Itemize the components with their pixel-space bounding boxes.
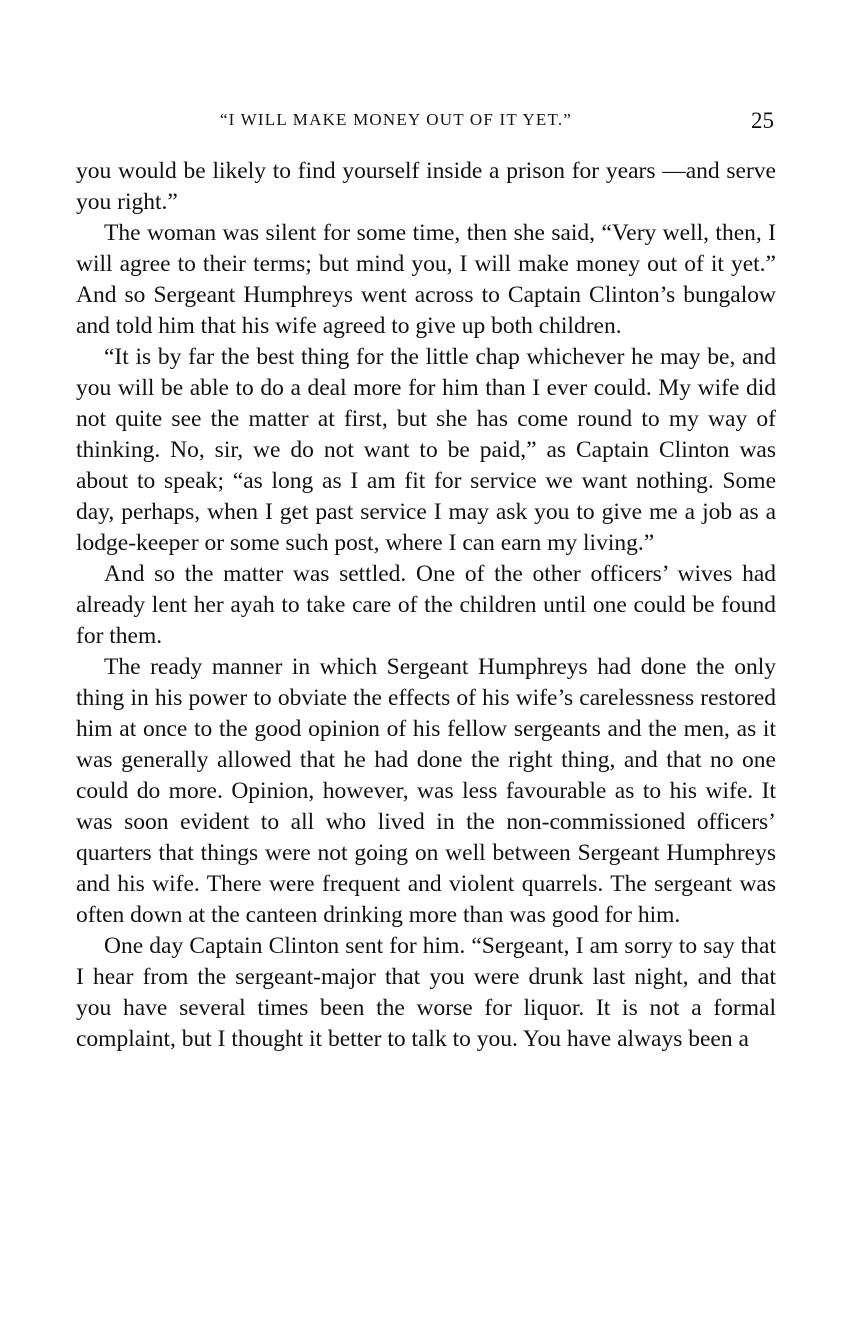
paragraph-continuation: you would be likely to find yourself inside a prison for years —and serve you right.” xyxy=(76,158,776,215)
paragraph: The ready manner in which Sergeant Humphreys had done the only thing in his power to obviate the effects of his wife’s carelessness restored him at once to the good opinion of his fellow sergeants and the men, as it was generally allowed that he had done the right thing, and that no one could do more. Opinion, however, was less favourable as to his wife. It was soon evident to all who lived in the non-commissioned officers’ quarters that things were not going on well between Sergeant Humphreys and his wife. There were frequent and violent quarrels. The sergeant was often down at the canteen drinking more than was good for him. xyxy=(76,654,776,928)
paragraph: One day Captain Clinton sent for him. “Sergeant, I am sorry to say that I hear from the sergeant-major that you were drunk last night, and that you have several times been the worse for liquor. It is not a formal complaint, but I thought it better to talk to you. You have always been a xyxy=(76,933,776,1052)
paragraph: “It is by far the best thing for the little chap whichever he may be, and you will be able to do a deal more for him than I ever could. My wife did not quite see the matter at first, but she has come round to my way of thinking. No, sir, we do not want to be paid,” as Captain Clinton was about to speak; “as long as I am fit for service we want nothing. Some day, perhaps, when I get past service I may ask you to give me a job as a lodge-keeper or some such post, where I can earn my living.” xyxy=(76,344,776,556)
running-title: “I WILL MAKE MONEY OUT OF IT YET.” xyxy=(219,110,573,129)
running-head xyxy=(76,108,776,138)
paragraph: And so the matter was settled. One of the other officers’ wives had already lent her ayah to take care of the children until one could be found for them. xyxy=(76,561,776,649)
page-number: 25 xyxy=(751,108,774,133)
body-text xyxy=(76,156,776,1055)
paragraph: The woman was silent for some time, then she said, “Very well, then, I will agree to their terms; but mind you, I will make money out of it yet.” And so Sergeant Humphreys went across to Captain Clinton’s bungalow and told him that his wife agreed to give up both children. xyxy=(76,220,776,339)
